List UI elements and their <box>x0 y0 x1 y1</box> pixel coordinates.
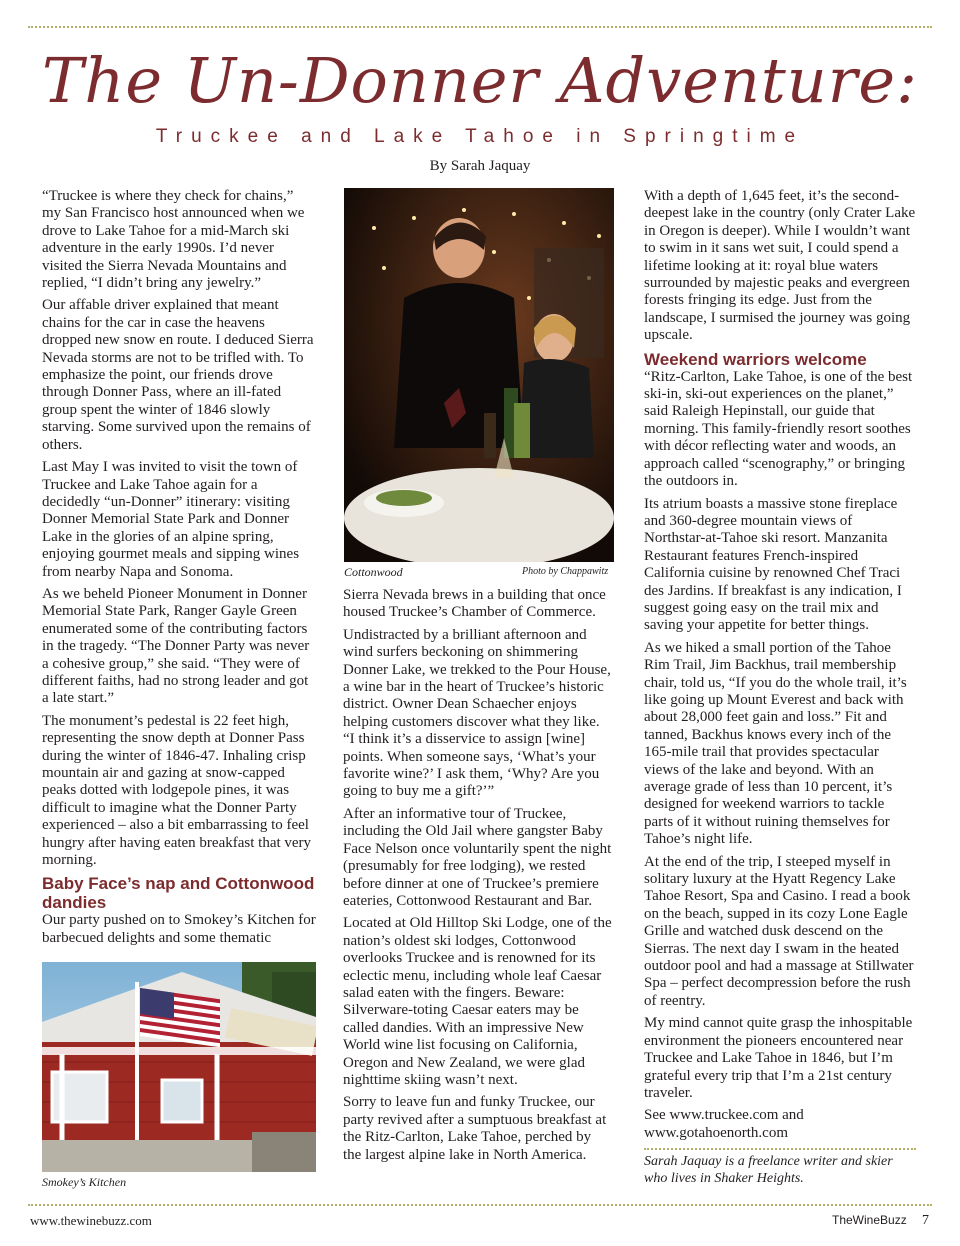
footer-magazine-name: TheWineBuzz <box>832 1213 907 1227</box>
paragraph: Sierra Nevada brews in a building that once housed Truckee’s Chamber of Commerce. <box>343 587 606 621</box>
article-subtitle: Truckee and Lake Tahoe in Springtime <box>155 126 805 147</box>
paragraph: At the end of the trip, I steeped myself in solitary luxury at the Hyatt Regency Lake Tahoe Resort, Spa and Casino. I read a book on the beach, supped in its cozy Lone Eagle Grille and watched dusk descend on the Sierras. The next day I swam in the heated outdoor pool and had a massage at Stillwater Spa – perfect decompression before the rush of reentry. <box>644 853 914 1009</box>
author-bio: Sarah Jaquay is a freelance writer and skier who lives in Shaker Heights. <box>644 1154 893 1186</box>
photo-credit: Photo by Chappawitz <box>522 566 609 577</box>
column-2 <box>343 587 613 1169</box>
byline: By Sarah Jaquay <box>429 158 531 174</box>
bio-divider <box>644 1148 916 1150</box>
page-number: 7 <box>922 1213 929 1228</box>
paragraph: “Ritz-Carlton, Lake Tahoe, is one of the best ski-in, ski-out experiences on the planet,” said Raleigh Hepinstall, our guide that morning. This family-friendly resort soothes with décor reflecting water and woods, an approach called “scenography,” or bringing the outdoors in. <box>644 368 913 490</box>
paragraph: As we hiked a small portion of the Tahoe Rim Trail, Jim Backhus, trail membership chair, told us, “If you do the whole trail, it’s like going up Mount Everest and back with about 28,000 feet gain and loss.” Fit and tanned, Backhus knows every inch of the 165-mile trail that provides spectacular views of the lake and beyond. With an average grade of less than 10 percent, it’s designed for weekend warriors to tackle parts of it without ruining themselves for Tahoe’s night life. <box>644 639 907 848</box>
smokeys-caption: Smokey’s Kitchen <box>42 1175 127 1189</box>
paragraph: After an informative tour of Truckee, including the Old Jail where gangster Baby Face Nelson once voluntarily spent the night (presumably for free lodging), we rested before dinner at one of Truckee’s premiere eateries, Cottonwood Restaurant and Bar. <box>343 805 612 909</box>
paragraph: Our party pushed on to Smokey’s Kitchen for barbecued delights and some thematic <box>42 912 316 946</box>
article-title: The Un-Donner Adventure: <box>42 44 918 117</box>
paragraph: Our affable driver explained that meant chains for the car in case the heavens dropped new snow en route. I deduced Sierra Nevada storms are not to be trifled with. To emphasize the point, our friends drove through Donner Pass, where an ill-fated group spent the winter of 1846 slowly starving. Some survived upon the remains of others. <box>42 297 314 453</box>
web-links: See www.truckee.com and www.gotahoenorth.com <box>644 1107 804 1141</box>
footer-url[interactable]: www.thewinebuzz.com <box>30 1213 152 1228</box>
paragraph: Last May I was invited to visit the town of Truckee and Lake Tahoe again for a decidedly “un-Donner” itinerary: visiting Donner Memorial State Park and Donner Lake in the glories of an alpine spring, enjoying gourmet meals and sipping wines from nearby Napa and Sonoma. <box>42 459 300 580</box>
column-3 <box>644 188 916 1147</box>
section-heading: Weekend warriors welcome <box>644 349 867 369</box>
paragraph: Its atrium boasts a massive stone fireplace and 360-degree mountain views of Northstar-at-Tahoe ski resort. Manzanita Restaurant features French-inspired California cuisine by renowned Chef Traci des Jardins. If breakfast is any indication, I suggest going easy on the trail mix and saving your appetite for better things. <box>644 495 902 634</box>
paragraph: As we beheld Pioneer Monument in Donner Memorial State Park, Ranger Gayle Green enumerated some of the contributing factors in the tragedy. “The Donner Party was never a cohesive group,” she said. “They were of different faiths, had no strong leader and got a late start.” <box>42 585 310 707</box>
smokeys-kitchen-photo <box>42 962 316 1172</box>
cottonwood-caption: Cottonwood <box>344 565 403 579</box>
paragraph: My mind cannot quite grasp the inhospitable environment the pioneers encountered near Truckee and Lake Tahoe in 1846, but I’m grateful every trip that I’m a 21st century traveler. <box>644 1015 913 1101</box>
bottom-dotted-rule <box>28 1204 932 1206</box>
cottonwood-illustration <box>344 188 614 562</box>
cottonwood-photo <box>344 188 614 562</box>
top-dotted-rule <box>28 26 932 28</box>
paragraph: Located at Old Hilltop Ski Lodge, one of the nation’s oldest ski lodges, Cottonwood overlooks Truckee and is renowned for its eclectic menu, including whole leaf Caesar salad eaten with the fingers. Beware: Silverware-toting Caesar eaters may be called dandies. With an impressive New World wine list focusing on California, Oregon and New Zealand, we were glad nighttime skiing wasn’t next. <box>343 915 612 1088</box>
section-heading: Baby Face’s nap and Cottonwood dandies <box>42 874 315 913</box>
paragraph: “Truckee is where they check for chains,” my San Francisco host announced when we drove to Lake Tahoe for a mid-March ski adventure in the early 1990s. I’d never visited the Sierra Nevada Mountains and replied, “I didn’t bring any jewelry.” <box>42 188 305 292</box>
paragraph: The monument’s pedestal is 22 feet high, representing the snow depth at Donner Pass during the winter of 1846-47. Inhaling crisp mountain air and gazing at snow-capped peaks dotted with lodgepole pines, it was difficult to imagine what the Donner Party experienced – also a bit embarrassing to feel hungry after having eaten breakfast that very morning. <box>42 712 312 869</box>
paragraph: Undistracted by a brilliant afternoon and wind surfers beckoning on shimmering Donner Lake, we trekked to the Pour House, a wine bar in the heart of Truckee’s historic district. Owner Dean Schaecher enjoys helping customers discover what they like. “I think it’s a disservice to assign [wine] points. When someone says, ‘What’s your favorite wine?’ I ask them, ‘Why? Are you going to buy me a gift?’” <box>343 626 611 800</box>
paragraph: Sorry to leave fun and funky Truckee, our party revived after a sumptuous breakfast at the Ritz-Carlton, Lake Tahoe, perched by the largest alpine lake in North America. <box>343 1094 607 1163</box>
paragraph: With a depth of 1,645 feet, it’s the second-deepest lake in the country (only Crater Lake in Oregon is deeper). While I wouldn’t want to swim in it sans wet suit, I could spend a lifetime looking at it: royal blue waters surrounded by majestic peaks and evergreen forests fringing its edge. Just from the landscape, I surmised the journey was going upscale. <box>644 188 916 344</box>
smokeys-kitchen-illustration <box>42 962 316 1172</box>
column-1 <box>42 188 316 952</box>
